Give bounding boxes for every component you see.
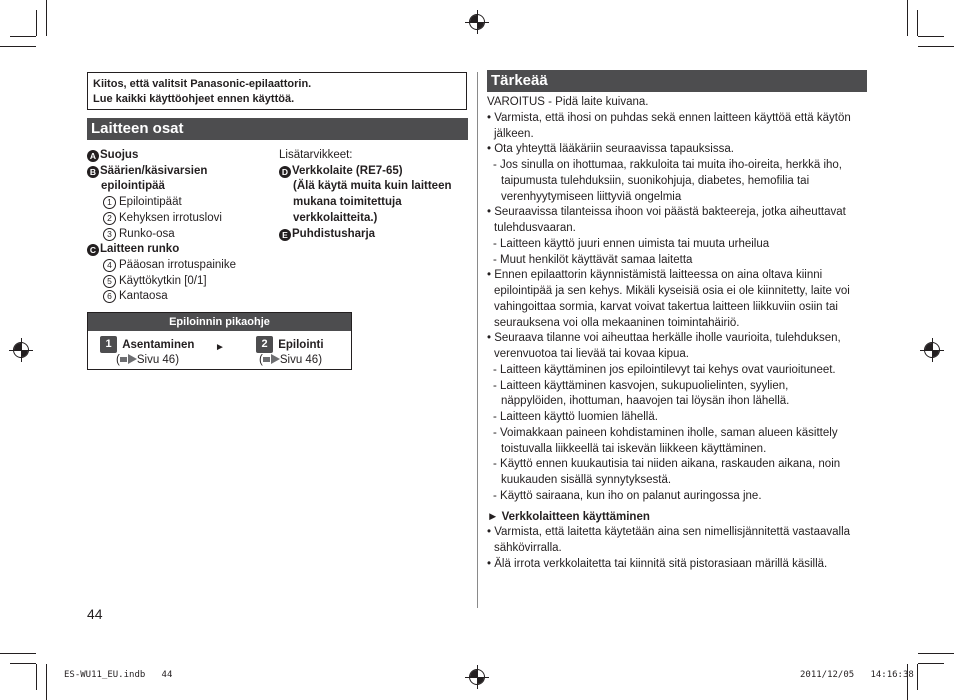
number-1-icon: 1 xyxy=(103,196,116,209)
text-line: toistuvalla liikkeellä tai iskevän liikkeen käyttäminen. xyxy=(501,442,767,455)
text-line: näppylöiden, ihottuman, haavojen tai löysän ihon lähellä. xyxy=(501,395,790,408)
number-4-icon: 4 xyxy=(103,259,116,272)
number-2-icon: 2 xyxy=(103,212,116,225)
text-line: • Varmista, että laitetta käytetään aina sen nimellisjännitettä vastaavalla xyxy=(487,526,851,539)
text-line: taipumusta tulehduksiin, suonikohjuja, diabetes, hemofilia tai xyxy=(501,174,810,187)
text-line: kuukauden sisällä synnytyksestä. xyxy=(501,474,672,486)
crop-mark xyxy=(36,664,37,690)
crop-mark xyxy=(907,0,908,36)
footer-datetime: 2011/12/05 14:16:38 xyxy=(800,670,914,680)
intro-box xyxy=(87,72,467,110)
accessories-label: Lisätarvikkeet: xyxy=(279,149,353,161)
page-number: 44 xyxy=(87,606,103,622)
text-line: - Jos sinulla on ihottumaa, rakkuloita tai muita iho-oireita, herkkä iho, xyxy=(493,159,843,171)
crop-mark xyxy=(918,653,954,654)
text-line: • Seuraavissa tilanteissa ihoon voi päästä bakteereja, jotka aiheuttavat xyxy=(487,206,846,219)
part-d-note: mukana toimitettuja xyxy=(293,196,402,209)
parts-heading: Laitteen osat xyxy=(87,118,468,140)
text-line: • Seuraava tilanne voi aiheuttaa herkälle iholle vaurioita, tulehduksen, xyxy=(487,332,841,345)
text-line: - Laitteen käyttö luomien lähellä. xyxy=(493,411,658,423)
text-line: tulehdusvaaran. xyxy=(494,222,576,234)
text-line: - Laitteen käyttö juuri ennen uimista tai muuta urheilua xyxy=(493,237,770,250)
registration-mark-icon xyxy=(13,342,29,358)
letter-b-icon: B xyxy=(87,166,99,178)
step-number-1: 1 xyxy=(100,336,117,353)
crop-mark xyxy=(918,46,954,47)
part-item: 6 Kantaosa xyxy=(87,289,277,305)
intro-line: Kiitos, että valitsit Panasonic-epilaattorin. xyxy=(93,78,312,90)
number-6-icon: 6 xyxy=(103,290,116,303)
part-b: B Säärien/käsivarsien xyxy=(87,164,277,180)
part-d-note: (Älä käytä muita kuin laitteen xyxy=(293,180,452,193)
part-c: C Laitteen runko xyxy=(87,242,277,258)
adapter-heading: ► Verkkolaitteen käyttäminen xyxy=(487,510,650,523)
crop-mark xyxy=(46,664,47,700)
crop-mark xyxy=(917,664,918,690)
letter-d-icon: D xyxy=(279,166,291,178)
quick-guide-box xyxy=(87,312,352,370)
number-3-icon: 3 xyxy=(103,228,116,241)
text-line: - Käyttö sairaana, kun iho on palanut auringossa jne. xyxy=(493,489,762,502)
step-number-2: 2 xyxy=(256,336,273,353)
part-item: 2 Kehyksen irrotuslovi xyxy=(87,211,277,227)
text-line: • Varmista, että ihosi on puhdas sekä ennen laitteen käyttöä että käytön xyxy=(487,111,851,124)
accessories-list xyxy=(279,148,469,242)
part-d: D Verkkolaite (RE7-65) xyxy=(279,164,469,180)
registration-mark-icon xyxy=(469,669,485,685)
text-line: seurauksena voi olla mekaaninen toimintahäiriö. xyxy=(494,316,740,329)
page-ref-arrow-icon xyxy=(128,354,137,364)
number-5-icon: 5 xyxy=(103,275,116,288)
registration-mark-icon xyxy=(469,14,485,30)
text-line: - Muut henkilöt käyttävät samaa laitetta xyxy=(493,253,693,266)
quick-guide-heading: Epiloinnin pikaohje xyxy=(88,313,351,331)
parts-list xyxy=(87,148,277,305)
step-ref: ( Sivu 46) xyxy=(259,354,323,366)
quick-step-2: 2 Epilointi ( Sivu 46) xyxy=(256,336,351,367)
footer-file: ES-WU11_EU.indb 44 xyxy=(64,670,173,680)
crop-mark xyxy=(46,0,47,36)
text-line: • Älä irrota verkkolaitetta tai kiinnitä sitä pistorasiaan märillä käsillä. xyxy=(487,557,828,570)
crop-mark xyxy=(10,36,36,37)
text-line: - Voimakkaan paineen kohdistaminen iholle, saman alueen käsittely xyxy=(493,426,838,439)
crop-mark xyxy=(918,36,944,37)
letter-c-icon: C xyxy=(87,244,99,256)
registration-mark-icon xyxy=(924,342,940,358)
text-line: sähkövirralla. xyxy=(494,542,562,554)
text-line: - Laitteen käyttäminen kasvojen, sukupuolielinten, syylien, xyxy=(493,379,789,392)
letter-a-icon: A xyxy=(87,150,99,162)
crop-mark xyxy=(0,46,36,47)
step-ref: ( Sivu 46) xyxy=(116,354,180,366)
part-item: 1 Epilointipäät xyxy=(87,195,277,211)
text-line: epilointipää ja sen kehys. Mikäli kyseisiä osia ei ole kiinnitetty, laite voi xyxy=(494,285,850,297)
page-ref-icon xyxy=(263,357,270,362)
crop-mark xyxy=(10,663,36,664)
part-e: E Puhdistusharja xyxy=(279,227,469,243)
page-ref-arrow-icon xyxy=(271,354,280,364)
text-line: • Ennen epilaattorin käynnistämistä laitteessa on aina oltava kiinni xyxy=(487,269,823,282)
text-line: - Laitteen käyttäminen jos epilointilevyt tai kehys ovat vaurioituneet. xyxy=(493,363,836,376)
text-line: verenvuotoa tai lievää tai kovaa kipua. xyxy=(494,348,689,360)
quick-step-1: 1 Asentaminen ( Sivu 46) xyxy=(100,336,210,367)
step-arrow-icon: ► xyxy=(215,342,225,353)
text-line: - Käyttö ennen kuukautisia tai niiden aikana, raskauden aikana, noin xyxy=(493,458,841,471)
text-line: jälkeen. xyxy=(494,127,534,140)
text-line: vahingoittaa sormia, karvat voivat takertua laitteen liikkuviin osiin tai xyxy=(494,300,838,313)
column-divider xyxy=(477,72,478,608)
important-text xyxy=(487,95,867,573)
part-item: 5 Käyttökytkin [0/1] xyxy=(87,274,277,290)
crop-mark xyxy=(36,10,37,36)
intro-line: Lue kaikki käyttöohjeet ennen käyttöä. xyxy=(93,93,295,105)
crop-mark xyxy=(917,10,918,36)
crop-mark xyxy=(0,653,36,654)
warning-text: VAROITUS - Pidä laite kuivana. xyxy=(487,96,649,108)
part-d-note: verkkolaitteita.) xyxy=(293,211,378,224)
text-line: • Ota yhteyttä lääkäriin seuraavissa tapauksissa. xyxy=(487,143,734,156)
letter-e-icon: E xyxy=(279,229,291,241)
part-item: 3 Runko-osa xyxy=(87,227,277,243)
page-ref-icon xyxy=(120,357,127,362)
important-heading: Tärkeää xyxy=(487,70,867,92)
part-a: A Suojus xyxy=(87,148,277,164)
part-b-line2: epilointipää xyxy=(101,180,165,193)
crop-mark xyxy=(918,663,944,664)
part-item: 4 Pääosan irrotuspainike xyxy=(87,258,277,274)
text-line: verenhyytymiseen liittyviä ongelmia xyxy=(501,190,682,203)
